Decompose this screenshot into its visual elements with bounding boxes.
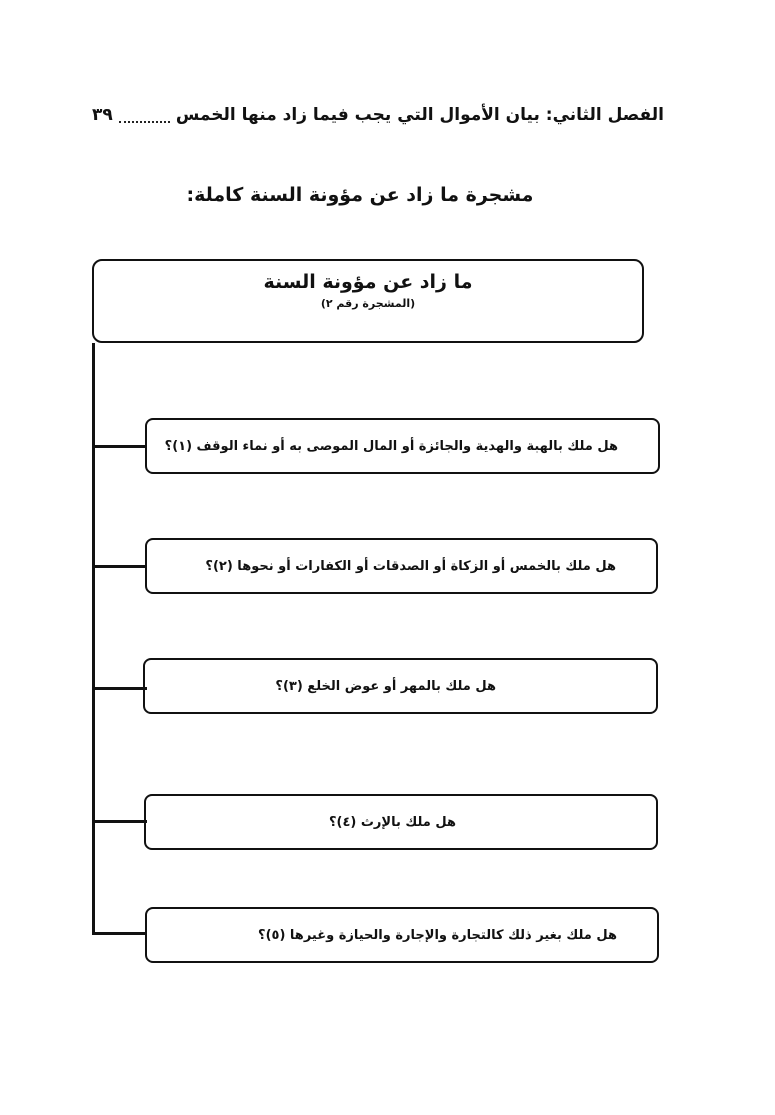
page-number: ٣٩: [92, 105, 113, 125]
branch-box-3: [143, 658, 658, 714]
branch-box-2: [145, 538, 658, 594]
branch-box-1: [145, 418, 660, 474]
branch-connector-4: [92, 820, 147, 823]
branch-connector-3: [92, 687, 147, 690]
running-header: [92, 98, 664, 132]
section-title: مشجرة ما زاد عن مؤونة السنة كاملة:: [186, 184, 534, 206]
branch-box-5: [145, 907, 659, 963]
chapter-title: الفصل الثاني: بيان الأموال التي يجب فيما زاد منها الخمس: [175, 105, 664, 125]
branch-box-4: [144, 794, 658, 850]
tree-root-title: ما زاد عن مؤونة السنة: [263, 271, 473, 293]
branch-connector-2: [92, 565, 147, 568]
branch-label-2: هل ملك بالخمس أو الزكاة أو الصدقات أو الكفارات أو نحوها (٢)؟: [205, 558, 616, 574]
branch-label-1: هل ملك بالهبة والهدية والجائزة أو المال الموصى به أو نماء الوقف (١)؟: [164, 438, 618, 454]
leader-dots: [119, 107, 170, 123]
tree-root-subtitle: (المشجرة رقم ٢): [320, 297, 416, 310]
branch-connector-5: [92, 932, 147, 935]
tree-trunk-line: [92, 343, 95, 934]
branch-label-5: هل ملك بغير ذلك كالتجارة والإجارة والحيازة وغيرها (٥)؟: [258, 927, 617, 943]
branch-label-3: هل ملك بالمهر أو عوض الخلع (٣)؟: [275, 678, 496, 694]
branch-label-4: هل ملك بالإرث (٤)؟: [328, 814, 456, 830]
tree-root-box: [92, 259, 644, 343]
branch-connector-1: [92, 445, 147, 448]
